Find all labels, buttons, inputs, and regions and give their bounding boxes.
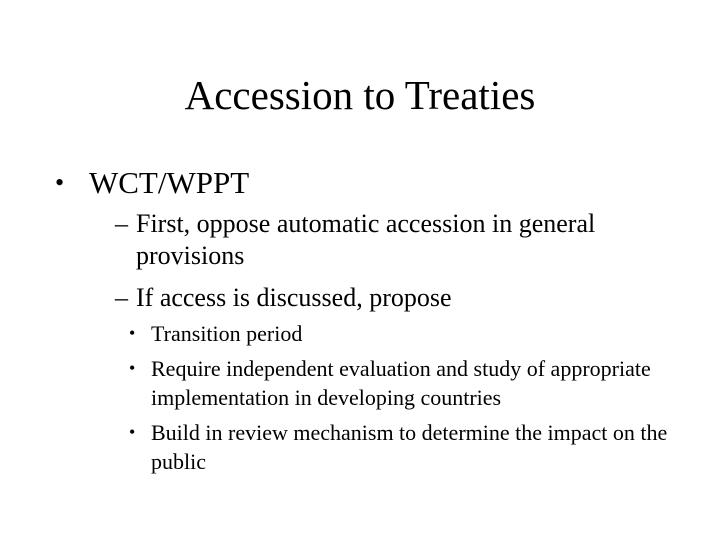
dash-icon: – [115, 283, 128, 312]
slide-title: Accession to Treaties [184, 72, 536, 118]
dash-icon: – [115, 209, 128, 238]
bullet-icon: • [55, 168, 65, 197]
sub-sub-bullet-text: Build in review mechanism to determine the impact on the public [151, 420, 668, 474]
sub-bullet-text: First, oppose automatic accession in general provisions [136, 209, 596, 270]
bullet-icon: • [129, 422, 136, 442]
bullet-icon: • [129, 358, 136, 378]
sub-bullet-text: If access is discussed, propose [136, 283, 452, 312]
sub-sub-bullet-text: Transition period [151, 321, 303, 346]
bullet-text: WCT/WPPT [89, 165, 250, 200]
sub-sub-bullet-text: Require independent evaluation and study of appropriate implementation in developing countries [151, 356, 651, 410]
bullet-icon: • [129, 323, 136, 343]
